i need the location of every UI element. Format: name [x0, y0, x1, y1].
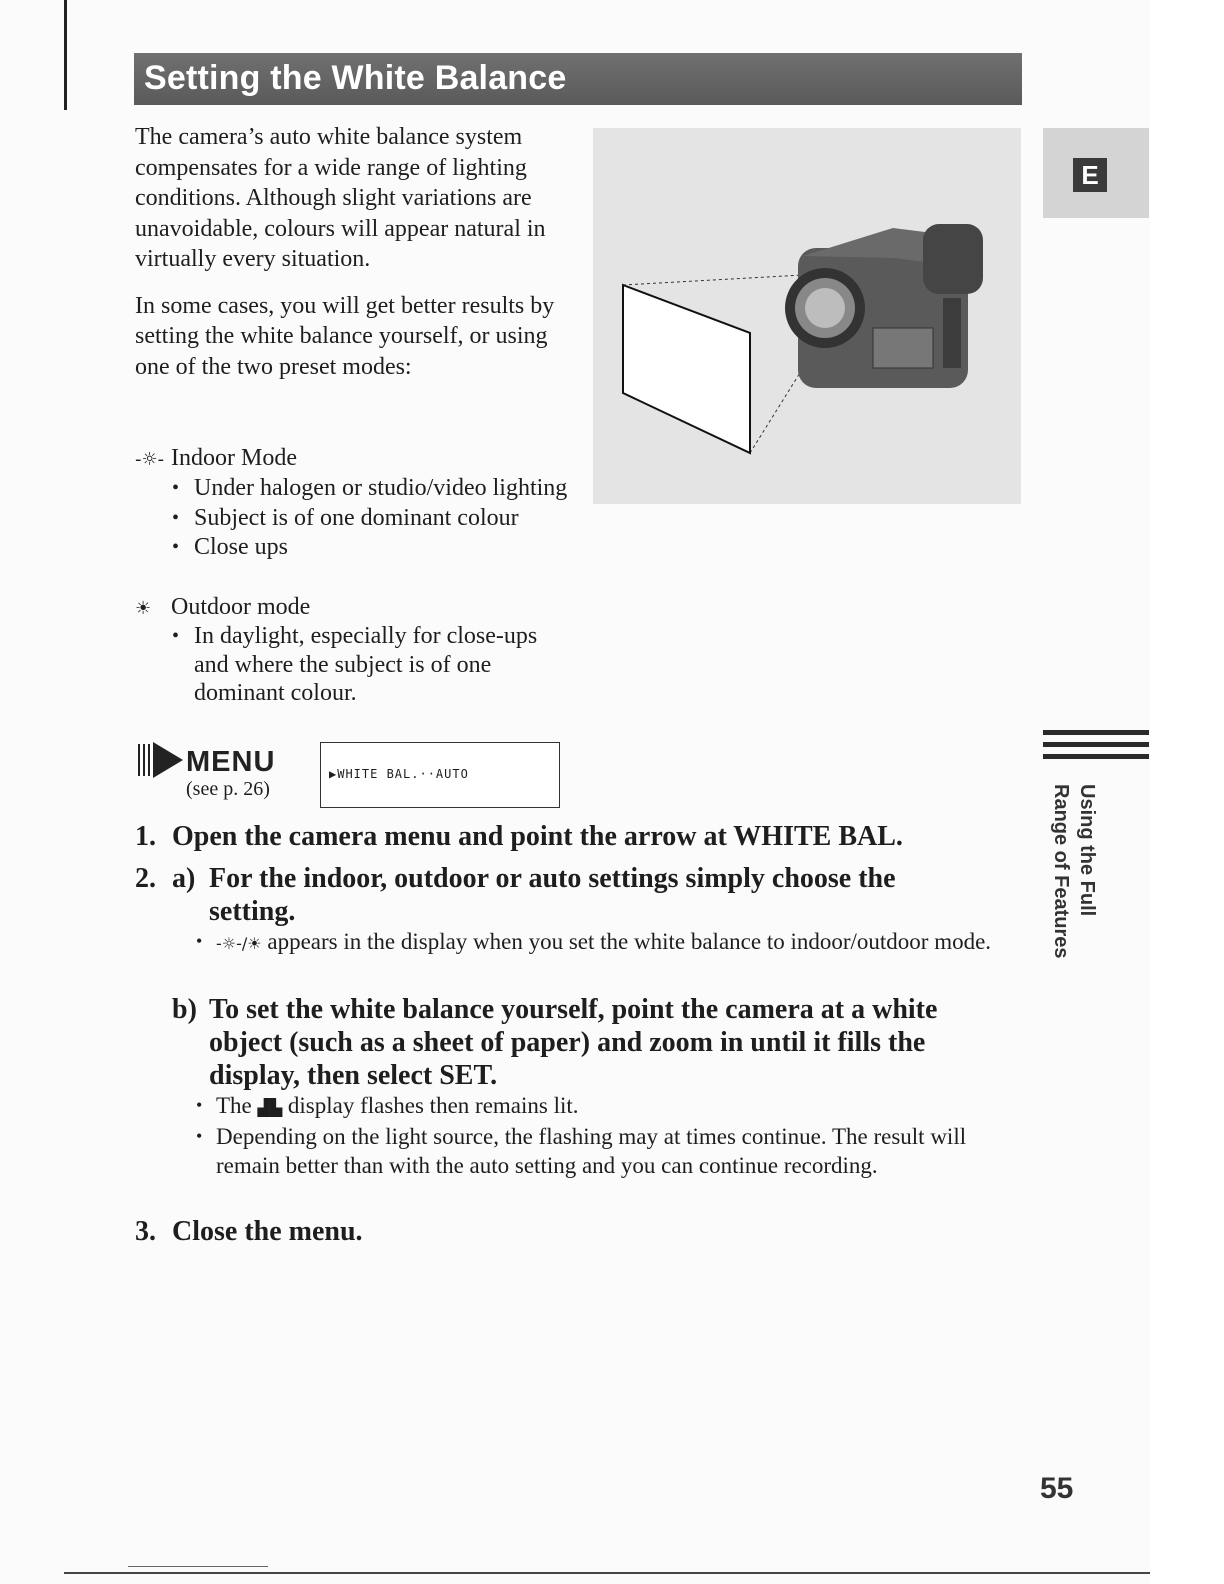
section-letter: E: [1073, 158, 1107, 192]
menu-page-reference: (see p. 26): [186, 778, 270, 800]
sub-step-text: To set the white balance yourself, point the camera at a white object (such as a sheet of paper) and zoom in until it fills the display, then select SET.: [209, 994, 938, 1091]
indoor-icon: -☼-: [135, 449, 165, 470]
menu-arrow-icon: [138, 740, 184, 780]
indoor-bullets: [172, 474, 572, 563]
step-number: 1.: [135, 821, 156, 852]
indoor-outdoor-icon: -☼-/☀: [216, 934, 262, 953]
outdoor-bullets: [172, 622, 552, 709]
sub-step-label: b): [172, 994, 197, 1025]
step-2b-notes: [196, 1091, 996, 1180]
outdoor-mode: [135, 592, 310, 624]
list-item: [196, 927, 996, 958]
note-text: The: [216, 1093, 252, 1118]
list-item: • Close ups: [172, 533, 572, 562]
section-tab: [1043, 128, 1149, 218]
step-1: [135, 820, 903, 853]
step-2a: [172, 862, 1002, 928]
title-bar: [134, 53, 1022, 105]
section-marker-lines: [1043, 730, 1149, 766]
list-item: • In daylight, especially for close-ups and where the subject is of one dominant colour.: [172, 622, 552, 708]
menu-label: MENU: [186, 746, 276, 778]
outdoor-icon: ☀: [135, 598, 152, 619]
indoor-mode: [135, 443, 297, 475]
camcorder-drawing: [593, 128, 1021, 504]
menu-display-text: ▶WHITE BAL.··AUTO: [329, 767, 469, 781]
note-text: appears in the display when you set the white balance to indoor/outdoor mode.: [267, 929, 992, 954]
footer-rule: [64, 1572, 1150, 1574]
list-item: • Subject is of one dominant colour: [172, 504, 572, 533]
list-item: • Under halogen or studio/video lighting: [172, 474, 572, 503]
camcorder-illustration: [593, 128, 1021, 504]
section-label: [1040, 784, 1100, 984]
footer-rule-short: [128, 1566, 268, 1567]
step-text: Open the camera menu and point the arrow at WHITE BAL.: [172, 821, 903, 852]
intro-text: [135, 122, 575, 382]
section-label-line-1: Using the Full: [1076, 784, 1098, 917]
outdoor-mode-label: Outdoor mode: [171, 594, 311, 620]
white-balance-set-icon: ▟▙: [257, 1098, 283, 1117]
intro-paragraph-1: The camera’s auto white balance system compensates for a wide range of lighting conditions. Although slight variations are unavoidable, colours will appear natural in virtually every situation.: [135, 124, 546, 272]
sub-step-label: a): [172, 863, 196, 894]
section-label-line-2: Range of Features: [1050, 784, 1072, 959]
step-2: [135, 862, 172, 895]
page-number: 55: [1040, 1472, 1074, 1505]
page-title: Setting the White Balance: [144, 59, 567, 97]
step-text: Close the menu.: [172, 1216, 363, 1247]
list-item: [196, 1091, 996, 1122]
menu-display-box: [320, 742, 560, 808]
step-number: 2.: [135, 863, 156, 894]
step-3: [135, 1215, 363, 1248]
indoor-mode-label: Indoor Mode: [171, 445, 297, 471]
intro-paragraph-2: In some cases, you will get better results by setting the white balance yourself, or using one of the two preset modes:: [135, 292, 555, 380]
sub-step-text: For the indoor, outdoor or auto settings simply choose the setting.: [209, 863, 896, 927]
step-number: 3.: [135, 1216, 156, 1247]
step-2b: [172, 993, 1002, 1092]
binding-rule: [64, 0, 67, 110]
list-item: • Depending on the light source, the flashing may at times continue. The result will remain better than with the auto setting and you can continue recording.: [196, 1122, 996, 1180]
note-text: display flashes then remains lit.: [287, 1093, 579, 1118]
step-2a-notes: [196, 927, 996, 958]
